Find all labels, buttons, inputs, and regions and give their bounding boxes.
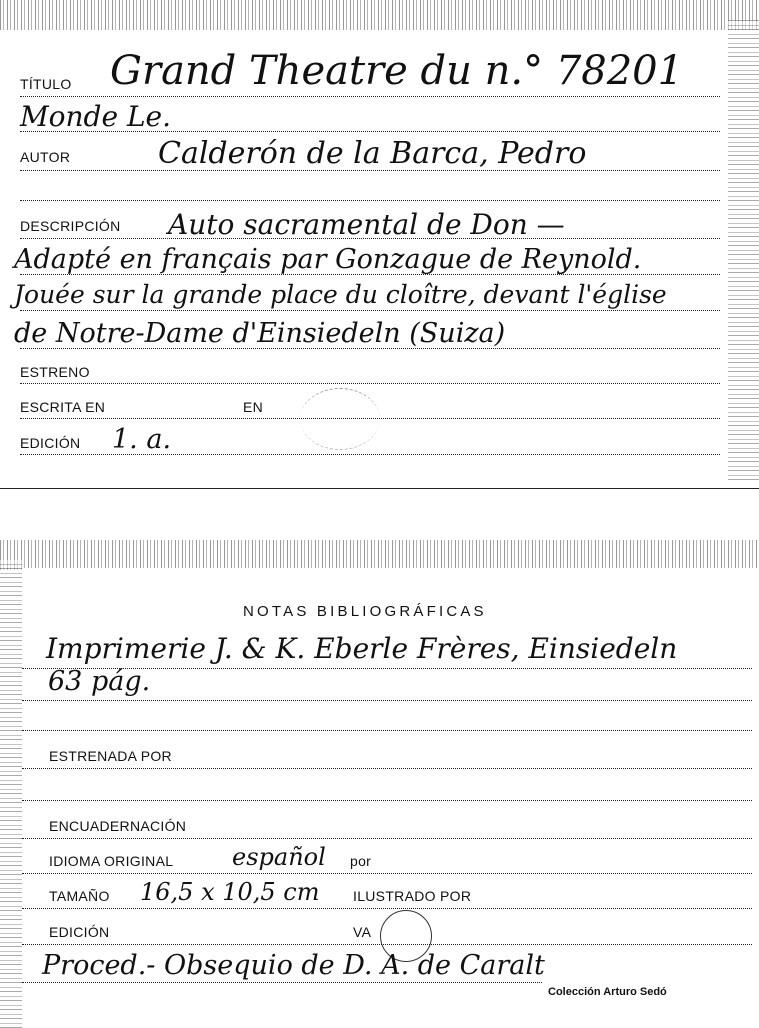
notas-rule-3	[22, 730, 752, 731]
en-label: EN	[243, 399, 264, 415]
descripcion-line-1: Auto sacramental de Don —	[168, 208, 565, 241]
idioma-value: español	[232, 843, 326, 871]
descripcion-line-4: de Notre-Dame d'Einsiedeln (Suiza)	[14, 318, 506, 349]
por-label: por	[350, 853, 372, 869]
idioma-line	[22, 873, 752, 874]
edicion-label: EDICIÓN	[20, 435, 81, 451]
punch-hole-mark	[300, 388, 380, 450]
edicion-value: 1. a.	[112, 424, 172, 455]
titulo-value: Grand Theatre du n.° 78201	[110, 48, 684, 94]
escrita-label: ESCRITA EN	[20, 399, 106, 415]
estrenada-line-2	[22, 800, 752, 801]
procedencia-value: Proced.- Obsequio de D. A. de Caralt	[42, 950, 545, 981]
descripcion-rule-4	[20, 348, 720, 349]
titulo-line	[20, 96, 720, 97]
idioma-label: IDIOMA ORIGINAL	[49, 853, 174, 869]
top-card-bottom-edge	[0, 488, 759, 489]
autor-value: Calderón de la Barca, Pedro	[158, 136, 587, 171]
top-card-right-edge	[728, 20, 759, 480]
edicion-line	[20, 454, 720, 455]
descripcion-label: DESCRIPCIÓN	[20, 218, 121, 234]
descripcion-line-3: Jouée sur la grande place du cloître, devant l'église	[14, 280, 667, 309]
encuadernacion-line	[22, 838, 752, 839]
coleccion-stamp: Colección Arturo Sedó	[548, 986, 667, 998]
top-catalog-card	[0, 0, 740, 490]
titulo-label: TÍTULO	[20, 76, 72, 92]
notas-line-1: Imprimerie J. & K. Eberle Frères, Einsiedeln	[46, 632, 678, 665]
bottom-card-left-edge	[0, 560, 22, 1028]
ilustrado-label: ILUSTRADO POR	[353, 888, 472, 904]
descripcion-line	[20, 238, 720, 239]
descripcion-rule-2	[20, 274, 720, 275]
descripcion-rule-3	[20, 310, 720, 311]
notas-heading: NOTAS BIBLIOGRÁFICAS	[243, 603, 487, 620]
bottom-catalog-card	[0, 540, 759, 1028]
estrenada-line	[22, 768, 752, 769]
top-card-scan-edge	[0, 0, 759, 30]
autor-label: AUTOR	[20, 149, 71, 165]
procedencia-line	[22, 982, 542, 983]
titulo-continuation: Monde Le.	[20, 100, 172, 133]
encuadernacion-label: ENCUADERNACIÓN	[49, 818, 187, 834]
descripcion-line-2: Adapté en français par Gonzague de Reynold.	[14, 244, 642, 275]
tamano-line	[22, 908, 752, 909]
estreno-line	[20, 383, 720, 384]
estreno-label: ESTRENO	[20, 364, 90, 380]
edicion-line-bottom	[22, 944, 752, 945]
edicion-label-bottom: EDICIÓN	[49, 924, 110, 940]
tamano-value: 16,5 x 10,5 cm	[140, 878, 320, 906]
autor-line-2	[20, 200, 720, 201]
bottom-card-scan-edge	[0, 540, 759, 570]
estrenada-label: ESTRENADA POR	[49, 748, 172, 764]
tamano-label: TAMAÑO	[49, 888, 110, 904]
va-label: VA	[353, 924, 372, 940]
notas-line-2: 63 pág.	[48, 666, 151, 697]
notas-rule-2	[22, 700, 752, 701]
titulo-line-2	[20, 131, 720, 132]
autor-line	[20, 170, 720, 171]
